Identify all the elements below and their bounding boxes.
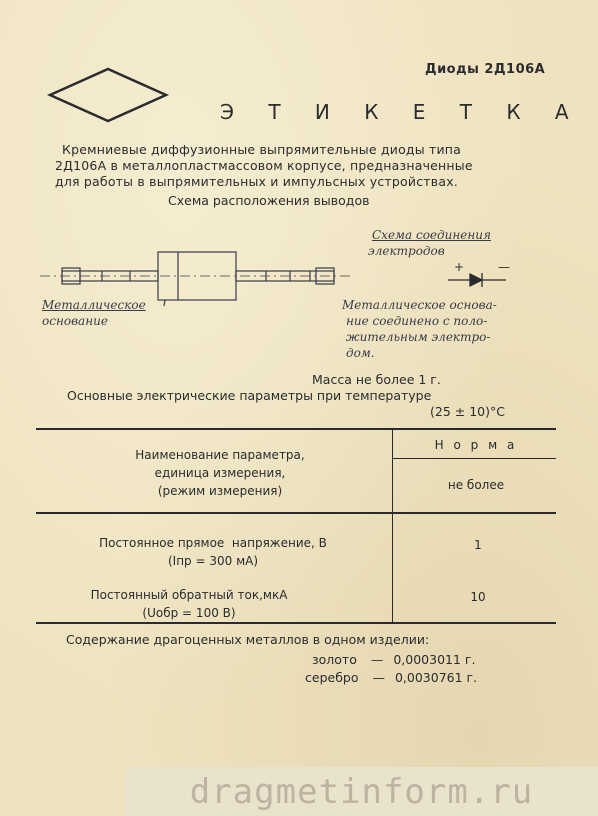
table-header-norm-sub: не более	[447, 478, 505, 492]
product-name: Диоды 2Д106А	[425, 62, 546, 77]
diamond-logo-icon	[46, 66, 170, 124]
table-header-rule	[36, 512, 556, 514]
metal-gold-value: 0,0003011 г.	[393, 652, 476, 667]
table-norm-rule	[392, 458, 556, 459]
note-metal-base-line-1: Металлическое основа-	[342, 298, 497, 312]
params-title-line-2: (25 ± 10)°С	[430, 404, 505, 419]
table-header-norm: Н о р м а	[434, 438, 518, 452]
table-bottom-rule	[36, 622, 556, 624]
pinout-title: Схема расположения выводов	[168, 193, 370, 208]
metal-gold-row	[312, 652, 475, 667]
connection-scheme-title-line-2: электродов	[368, 244, 445, 258]
params-title-line-1: Основные электрические параметры при температуре	[67, 388, 432, 403]
connection-scheme-title-line-1: Схема соединения	[372, 228, 491, 242]
label-metal-base-line-1: Металлическое	[42, 298, 146, 312]
table-row-2-value: 10	[470, 590, 486, 604]
mass-text: Масса не более 1 г.	[312, 372, 441, 387]
table-header-param: Наименование параметра, единица измерения, (режим измерения)	[135, 448, 305, 498]
page-title: Э Т И К Е Т К А	[220, 100, 583, 124]
metal-silver-value: 0,0030761 г.	[394, 670, 478, 685]
metals-title: Содержание драгоценных металлов в одном изделии:	[66, 632, 430, 647]
table-row-1-param: Постоянное прямое напряжение, В (Iпр = 300 мА)	[99, 536, 327, 568]
plus-sign: +	[454, 260, 465, 274]
watermark: dragmetinform.ru	[125, 767, 598, 816]
table-row-2-param: Постоянный обратный ток,мкА (Uобр = 100 В)	[90, 588, 288, 620]
description-line-2: 2Д106А в металлопластмассовом корпусе, предназначенные	[55, 158, 473, 173]
metal-gold-dash: —	[370, 652, 384, 667]
note-metal-base-line-2: ние соединено с поло-	[346, 314, 488, 328]
label-metal-base-line-2: основание	[42, 314, 108, 328]
table-top-rule	[36, 428, 556, 430]
note-metal-base-line-3: жительным электро-	[346, 330, 491, 344]
metal-gold-name: золото	[312, 652, 357, 667]
metal-silver-name: серебро	[305, 670, 359, 685]
table-row-1-value: 1	[474, 538, 482, 552]
minus-sign: —	[498, 260, 510, 274]
metal-silver-row	[305, 670, 477, 685]
description-line-3: для работы в выпрямительных и импульсных устройствах.	[55, 174, 458, 189]
metal-silver-dash: —	[372, 670, 385, 685]
description-line-1: Кремниевые диффузионные выпрямительные диоды типа	[62, 142, 462, 157]
note-metal-base-line-4: дом.	[346, 346, 375, 360]
diode-symbol-icon	[446, 270, 516, 290]
